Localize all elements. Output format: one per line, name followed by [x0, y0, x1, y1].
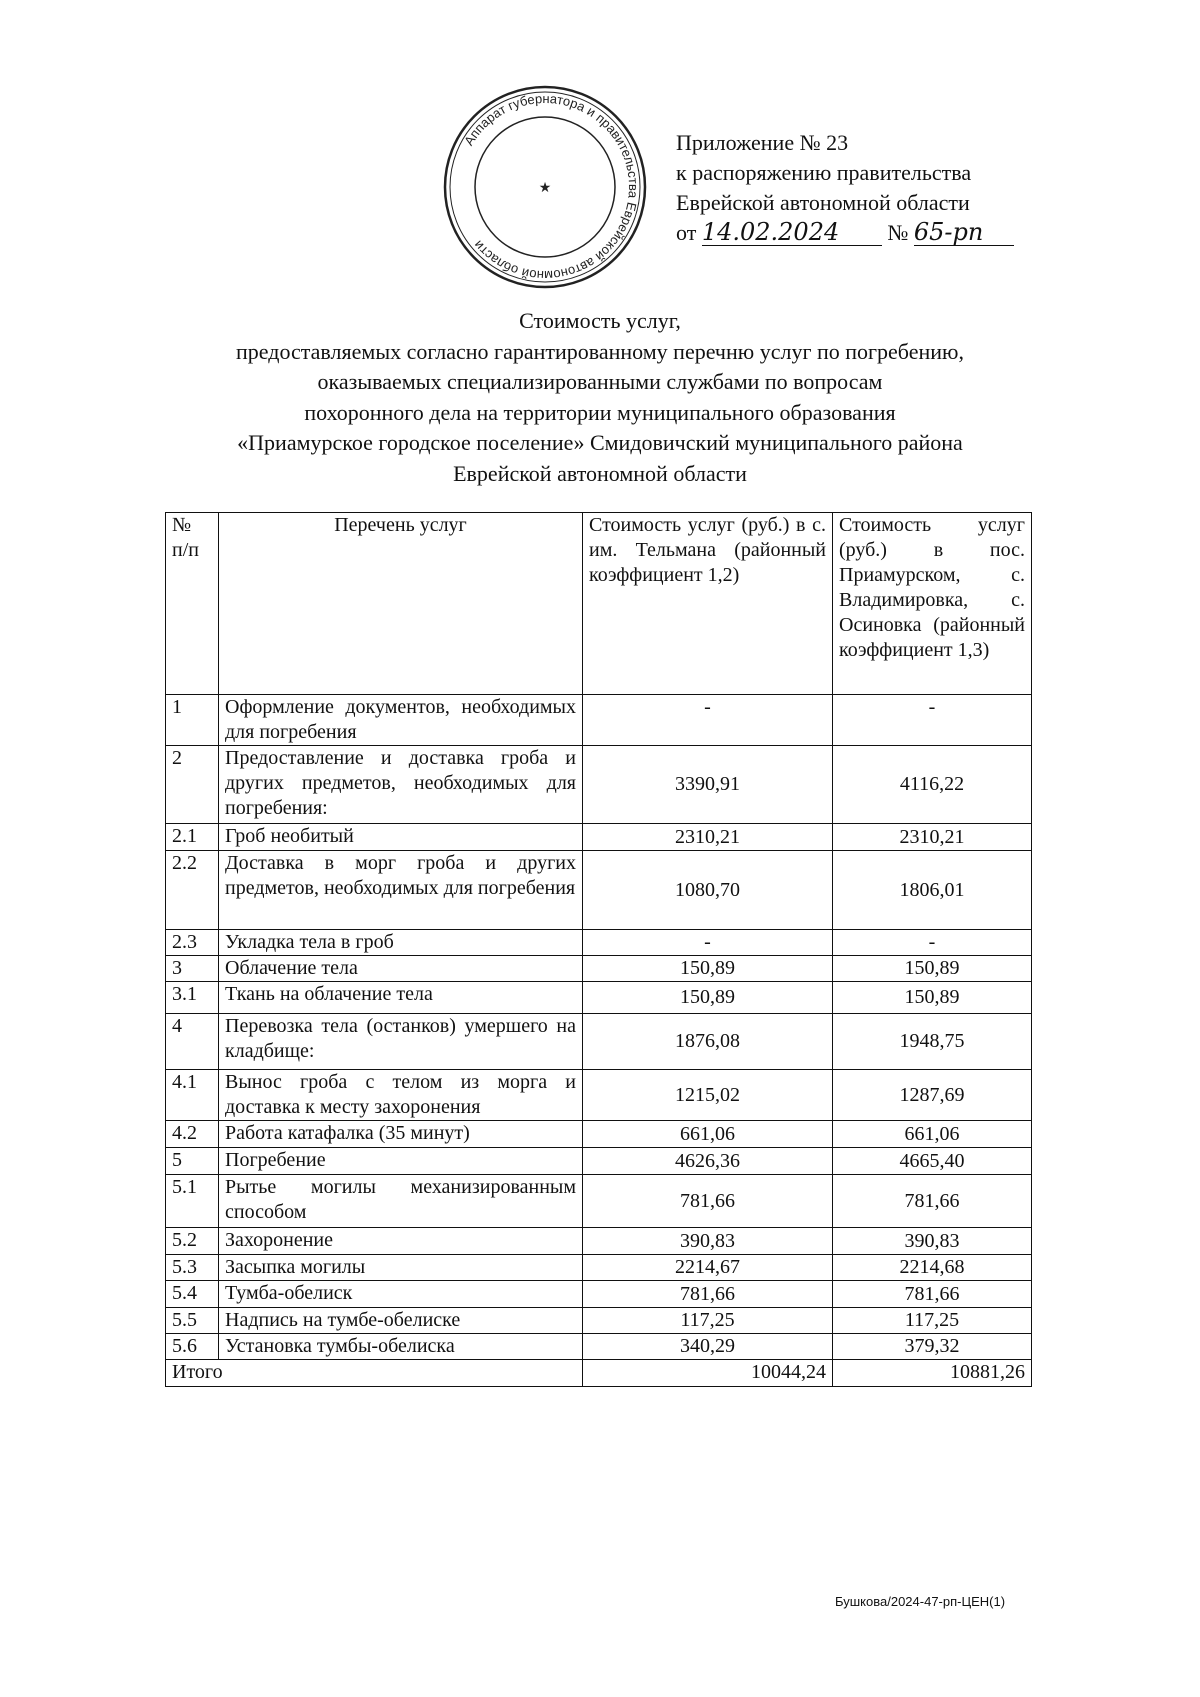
total-label: Итого — [166, 1360, 583, 1387]
row-number: 2.1 — [166, 824, 219, 851]
cost-priamursky: 150,89 — [833, 982, 1032, 1014]
table-row — [166, 1334, 1032, 1360]
service-name: Тумба-обелиск — [219, 1281, 583, 1308]
header-number: № п/п — [166, 513, 219, 695]
appendix-line-order: к распоряжению правительства — [676, 160, 972, 185]
title-line: «Приамурское городское поселение» Смидовичский муниципального района — [237, 430, 963, 455]
cost-priamursky: - — [833, 930, 1032, 956]
handwritten-date: 14.02.2024 — [702, 219, 882, 246]
row-number: 5.6 — [166, 1334, 219, 1360]
table-row — [166, 851, 1032, 930]
cost-telman: 4626,36 — [583, 1148, 833, 1175]
table-row — [166, 1228, 1032, 1255]
row-number: 5.4 — [166, 1281, 219, 1308]
header-cost-telman: Стоимость услуг (руб.) в с. им. Тельмана (районный коэффициент 1,2) — [583, 513, 833, 695]
cost-telman: 781,66 — [583, 1281, 833, 1308]
service-name: Погребение — [219, 1148, 583, 1175]
service-name: Работа катафалка (35 минут) — [219, 1121, 583, 1148]
row-number: 5.2 — [166, 1228, 219, 1255]
cost-telman: 1215,02 — [583, 1070, 833, 1121]
row-number: 2.2 — [166, 851, 219, 930]
table-row — [166, 956, 1032, 982]
row-number: 5.5 — [166, 1308, 219, 1334]
cost-priamursky: 150,89 — [833, 956, 1032, 982]
row-number: 3 — [166, 956, 219, 982]
date-prefix: от — [676, 220, 697, 245]
cost-telman: 150,89 — [583, 982, 833, 1014]
cost-priamursky: 781,66 — [833, 1281, 1032, 1308]
table-row — [166, 1308, 1032, 1334]
table-row — [166, 982, 1032, 1014]
service-name: Рытье могилы механизированным способом — [219, 1175, 583, 1228]
cost-telman: 781,66 — [583, 1175, 833, 1228]
table-header-row — [166, 513, 1032, 695]
table-row — [166, 930, 1032, 956]
service-name: Захоронение — [219, 1228, 583, 1255]
cost-priamursky: 390,83 — [833, 1228, 1032, 1255]
cost-priamursky: 1287,69 — [833, 1070, 1032, 1121]
table-row — [166, 1121, 1032, 1148]
cost-priamursky: 117,25 — [833, 1308, 1032, 1334]
cost-priamursky: 2214,68 — [833, 1255, 1032, 1281]
title-line: оказываемых специализированными службами по вопросам — [317, 369, 883, 394]
service-name: Перевозка тела (останков) умершего на кладбище: — [219, 1014, 583, 1070]
cost-priamursky: 379,32 — [833, 1334, 1032, 1360]
table-row — [166, 824, 1032, 851]
service-name: Оформление документов, необходимых для погребения — [219, 695, 583, 746]
row-number: 5.3 — [166, 1255, 219, 1281]
service-name: Укладка тела в гроб — [219, 930, 583, 956]
cost-telman: 2310,21 — [583, 824, 833, 851]
number-prefix: № — [887, 220, 909, 245]
appendix-line-region: Еврейской автономной области — [676, 190, 970, 215]
cost-priamursky: 4116,22 — [833, 746, 1032, 824]
cost-telman: 661,06 — [583, 1121, 833, 1148]
cost-telman: 1876,08 — [583, 1014, 833, 1070]
cost-priamursky: - — [833, 695, 1032, 746]
row-number: 1 — [166, 695, 219, 746]
cost-priamursky: 1948,75 — [833, 1014, 1032, 1070]
cost-telman: 340,29 — [583, 1334, 833, 1360]
cost-telman: 1080,70 — [583, 851, 833, 930]
cost-priamursky: 661,06 — [833, 1121, 1032, 1148]
service-name: Облачение тела — [219, 956, 583, 982]
header-cost-priamursky: Стоимость услуг (руб.) в пос. Приамурском, с. Владимировка, с. Осиновка (районный коэффициент 1,3) — [833, 513, 1032, 695]
document-footer-code: Бушкова/2024-47-рп-ЦЕН(1) — [835, 1594, 1006, 1609]
service-name: Установка тумбы-обелиска — [219, 1334, 583, 1360]
official-seal — [440, 82, 650, 292]
seal-star-icon: ★ — [538, 179, 552, 195]
services-cost-table — [165, 512, 1032, 1387]
header-services: Перечень услуг — [219, 513, 583, 695]
row-number: 4.2 — [166, 1121, 219, 1148]
service-name: Засыпка могилы — [219, 1255, 583, 1281]
service-name: Предоставление и доставка гроба и других предметов, необходимых для погребения: — [219, 746, 583, 824]
cost-telman: 117,25 — [583, 1308, 833, 1334]
service-name: Доставка в морг гроба и других предметов, необходимых для погребения — [219, 851, 583, 930]
cost-priamursky: 2310,21 — [833, 824, 1032, 851]
service-name: Надпись на тумбе-обелиске — [219, 1308, 583, 1334]
appendix-date-number — [676, 218, 1014, 248]
row-number: 4.1 — [166, 1070, 219, 1121]
cost-telman: 150,89 — [583, 956, 833, 982]
table-row — [166, 1255, 1032, 1281]
total-row — [166, 1360, 1032, 1387]
handwritten-number: 65-рп — [914, 219, 1014, 246]
total-telman: 10044,24 — [583, 1360, 833, 1387]
cost-telman: 390,83 — [583, 1228, 833, 1255]
row-number: 5.1 — [166, 1175, 219, 1228]
cost-telman: - — [583, 695, 833, 746]
appendix-block — [676, 128, 1014, 248]
row-number: 2 — [166, 746, 219, 824]
cost-telman: - — [583, 930, 833, 956]
cost-priamursky: 1806,01 — [833, 851, 1032, 930]
total-priamursky: 10881,26 — [833, 1360, 1032, 1387]
document-title — [120, 306, 1080, 489]
appendix-title: Приложение № 23 — [676, 130, 849, 155]
title-line: Еврейской автономной области — [453, 460, 747, 486]
row-number: 4 — [166, 1014, 219, 1070]
cost-priamursky: 781,66 — [833, 1175, 1032, 1228]
title-line: похоронного дела на территории муниципального образования — [304, 399, 896, 425]
title-line: предоставляемых согласно гарантированному перечню услуг по погребению, — [236, 338, 964, 364]
title-line: Стоимость услуг, — [519, 308, 681, 333]
table-row — [166, 695, 1032, 746]
table-row — [166, 1070, 1032, 1121]
row-number: 5 — [166, 1148, 219, 1175]
service-name: Ткань на облачение тела — [219, 982, 583, 1014]
table-row — [166, 1175, 1032, 1228]
table-row — [166, 1281, 1032, 1308]
seal-outer-text: Аппарат губернатора и правительства Еврейской автономной области — [461, 90, 642, 284]
service-name: Вынос гроба с телом из морга и доставка к месту захоронения — [219, 1070, 583, 1121]
table-row — [166, 1014, 1032, 1070]
service-name: Гроб необитый — [219, 824, 583, 851]
row-number: 3.1 — [166, 982, 219, 1014]
cost-telman: 2214,67 — [583, 1255, 833, 1281]
row-number: 2.3 — [166, 930, 219, 956]
table-row — [166, 746, 1032, 824]
cost-priamursky: 4665,40 — [833, 1148, 1032, 1175]
cost-telman: 3390,91 — [583, 746, 833, 824]
table-row — [166, 1148, 1032, 1175]
